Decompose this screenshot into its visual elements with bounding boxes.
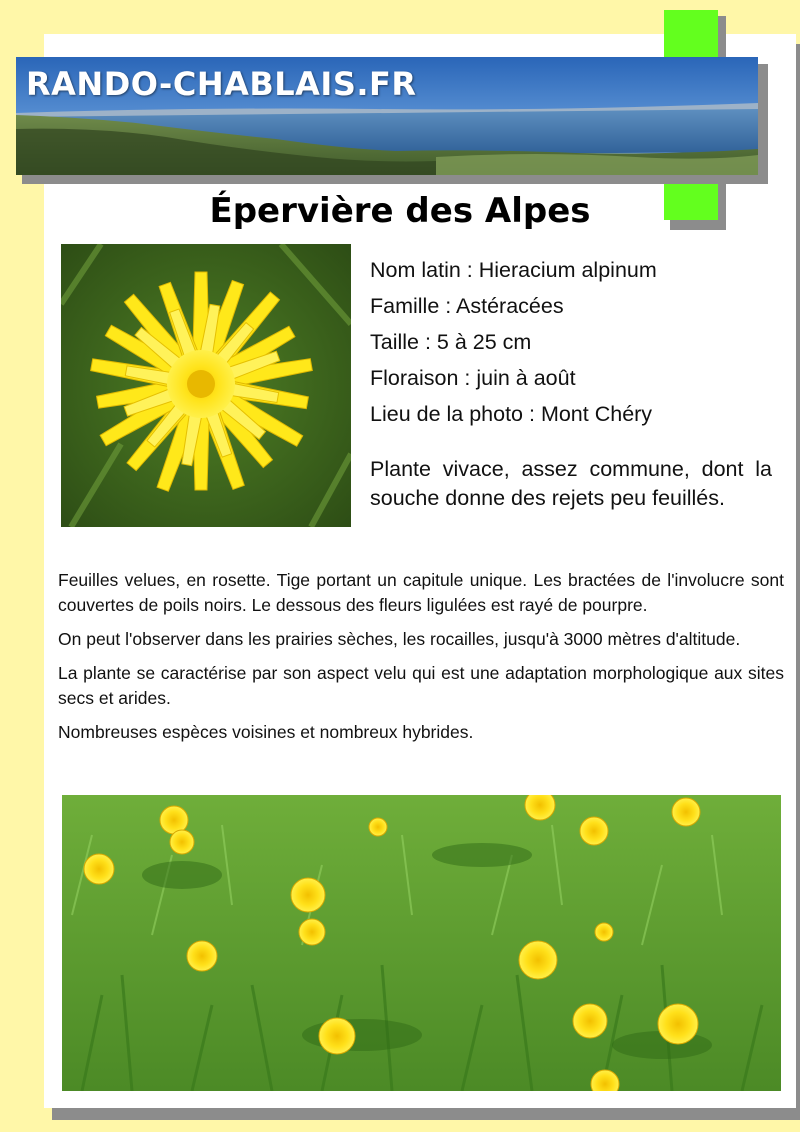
description-paragraph: Feuilles velues, en rosette. Tige portant un capitule unique. Les bractées de l'involucre sont couvertes de poils noirs. Le dessous des fleurs ligulées est rayé de pourpre. (58, 570, 784, 615)
header-banner (16, 57, 758, 175)
fact-latin-name: Nom latin : Hieracium alpinum (370, 258, 657, 282)
description-paragraph: La plante se caractérise par son aspect velu qui est une adaptation morphologique aux sites secs et arides. (58, 663, 784, 708)
meadow-flowers-image (62, 795, 781, 1091)
plant-facts (370, 252, 772, 432)
hawkweed-flower-image (61, 244, 351, 527)
description-paragraph: On peut l'observer dans les prairies sèches, les rocailles, jusqu'à 3000 mètres d'altitude. (58, 629, 741, 649)
plant-title: Épervière des Alpes (209, 191, 591, 231)
fact-size: Taille : 5 à 25 cm (370, 330, 532, 354)
fact-photo-location: Lieu de la photo : Mont Chéry (370, 402, 653, 426)
fact-flowering: Floraison : juin à août (370, 366, 576, 390)
flower-closeup-photo (61, 244, 351, 527)
site-title: RANDO-CHABLAIS.FR (26, 65, 417, 103)
description (58, 568, 784, 754)
description-paragraph: Nombreuses espèces voisines et nombreux hybrides. (58, 722, 474, 742)
fact-family: Famille : Astéracées (370, 294, 564, 318)
plant-summary: Plante vivace, assez commune, dont la souche donne des rejets peu feuillés. (370, 457, 772, 510)
meadow-photo (62, 795, 781, 1091)
